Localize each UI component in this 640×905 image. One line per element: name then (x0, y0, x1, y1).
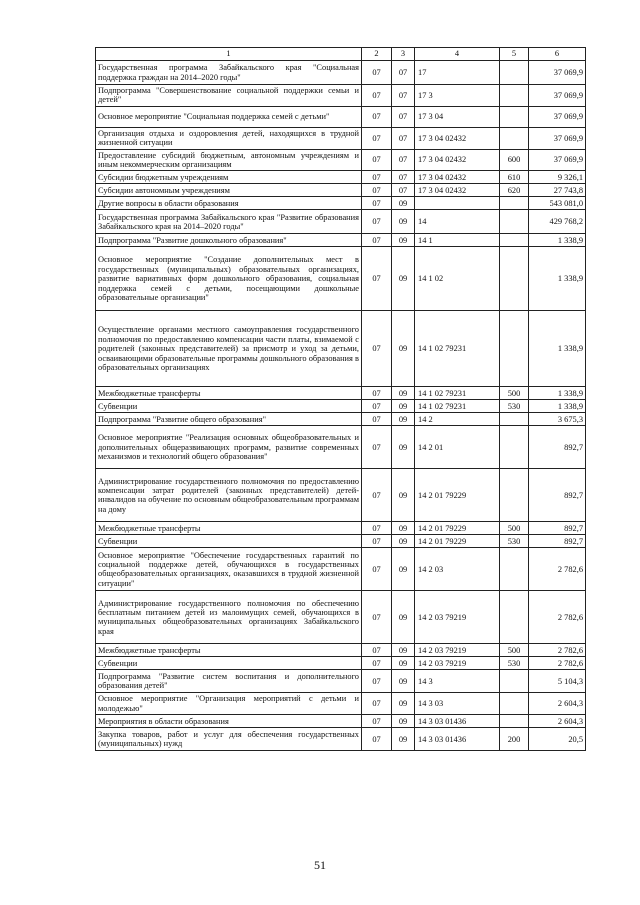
row-expense-type: 530 (500, 535, 529, 548)
row-expense-type (500, 670, 529, 693)
row-section: 07 (362, 184, 392, 197)
row-target-code: 14 2 03 79219 (415, 657, 500, 670)
row-subsection: 09 (392, 426, 415, 469)
column-number: 3 (392, 48, 415, 61)
row-name: Подпрограмма "Развитие систем воспитания и дополнительного образования детей" (96, 670, 362, 693)
row-section: 07 (362, 387, 392, 400)
column-number: 5 (500, 48, 529, 61)
table-row (96, 728, 586, 751)
row-target-code: 14 2 01 79229 (415, 535, 500, 548)
table-row (96, 184, 586, 197)
row-target-code: 17 3 04 02432 (415, 171, 500, 184)
table-row (96, 387, 586, 400)
row-name: Подпрограмма "Совершенствование социальной поддержки семьи и детей" (96, 85, 362, 107)
row-section: 07 (362, 197, 392, 210)
row-expense-type: 500 (500, 522, 529, 535)
row-name: Администрирование государственного полномочия по предоставлению компенсации затрат родителей (законных представителей) детей-инвалидов на обучение по основным общеобразовательным программам на дому (96, 469, 362, 522)
row-section: 07 (362, 85, 392, 107)
column-number: 1 (96, 48, 362, 61)
row-section: 07 (362, 693, 392, 715)
row-amount: 20,5 (529, 728, 586, 751)
row-expense-type (500, 693, 529, 715)
row-expense-type: 530 (500, 657, 529, 670)
row-name: Субвенции (96, 535, 362, 548)
row-expense-type (500, 247, 529, 311)
row-amount: 37 069,9 (529, 106, 586, 127)
row-expense-type (500, 106, 529, 127)
page-number: 51 (314, 858, 326, 872)
table-row (96, 61, 586, 85)
table-row (96, 210, 586, 234)
row-expense-type: 530 (500, 400, 529, 413)
row-amount: 3 675,3 (529, 413, 586, 426)
row-subsection: 09 (392, 522, 415, 535)
row-name: Межбюджетные трансферты (96, 387, 362, 400)
row-subsection: 09 (392, 693, 415, 715)
row-section: 07 (362, 657, 392, 670)
row-name: Основное мероприятие "Реализация основных общеобразовательных и дополнительных общеразвивающих программ, развитие современных механизмов и технологий общего образования" (96, 426, 362, 469)
row-expense-type (500, 426, 529, 469)
row-expense-type (500, 127, 529, 149)
row-subsection: 09 (392, 591, 415, 644)
row-section: 07 (362, 149, 392, 171)
row-target-code: 17 3 04 02432 (415, 149, 500, 171)
row-target-code: 14 2 01 79229 (415, 522, 500, 535)
table-row (96, 591, 586, 644)
row-target-code: 14 1 02 (415, 247, 500, 311)
row-subsection: 07 (392, 127, 415, 149)
row-name: Субвенции (96, 400, 362, 413)
row-subsection: 09 (392, 210, 415, 234)
row-subsection: 09 (392, 387, 415, 400)
row-target-code: 17 3 (415, 85, 500, 107)
row-amount: 37 069,9 (529, 61, 586, 85)
row-expense-type: 200 (500, 728, 529, 751)
row-amount: 892,7 (529, 426, 586, 469)
row-subsection: 09 (392, 670, 415, 693)
table-row (96, 400, 586, 413)
row-section: 07 (362, 548, 392, 591)
row-amount: 27 743,8 (529, 184, 586, 197)
row-subsection: 09 (392, 657, 415, 670)
row-amount: 2 782,6 (529, 548, 586, 591)
row-expense-type (500, 210, 529, 234)
row-name: Субсидии автономным учреждениям (96, 184, 362, 197)
row-target-code: 14 2 03 79219 (415, 644, 500, 657)
row-name: Основное мероприятие "Организация мероприятий с детьми и молодежью" (96, 693, 362, 715)
row-target-code: 17 3 04 (415, 106, 500, 127)
row-name: Подпрограмма "Развитие общего образования" (96, 413, 362, 426)
column-number: 2 (362, 48, 392, 61)
row-name: Основное мероприятие "Обеспечение государственных гарантий по социальной поддержке детей, обучающихся в государственных общеобразовательных организациях, оказавшихся в трудной жизненной ситуации" (96, 548, 362, 591)
row-section: 07 (362, 644, 392, 657)
row-section: 07 (362, 670, 392, 693)
row-name: Субвенции (96, 657, 362, 670)
table-body (96, 48, 586, 751)
row-amount: 1 338,9 (529, 387, 586, 400)
row-section: 07 (362, 413, 392, 426)
row-subsection: 09 (392, 197, 415, 210)
row-name: Межбюджетные трансферты (96, 522, 362, 535)
table-row (96, 234, 586, 247)
row-subsection: 09 (392, 400, 415, 413)
row-section: 07 (362, 171, 392, 184)
row-amount: 37 069,9 (529, 149, 586, 171)
row-expense-type: 500 (500, 644, 529, 657)
row-name: Администрирование государственного полномочия по обеспечению бесплатным питанием детей из малоимущих семей, обучающихся в муниципальных общеобразовательных организациях Забайкальского края (96, 591, 362, 644)
row-section: 07 (362, 106, 392, 127)
row-section: 07 (362, 728, 392, 751)
table-row (96, 535, 586, 548)
row-subsection: 09 (392, 247, 415, 311)
table-row (96, 127, 586, 149)
row-amount: 9 326,1 (529, 171, 586, 184)
row-subsection: 07 (392, 61, 415, 85)
row-target-code: 14 2 03 79219 (415, 591, 500, 644)
row-subsection: 09 (392, 535, 415, 548)
row-section: 07 (362, 127, 392, 149)
row-name: Закупка товаров, работ и услуг для обеспечения государственных (муниципальных) нужд (96, 728, 362, 751)
row-section: 07 (362, 522, 392, 535)
row-name: Другие вопросы в области образования (96, 197, 362, 210)
row-subsection: 09 (392, 644, 415, 657)
row-name: Организация отдыха и оздоровления детей, находящихся в трудной жизненной ситуации (96, 127, 362, 149)
row-section: 07 (362, 426, 392, 469)
row-subsection: 07 (392, 106, 415, 127)
row-name: Осуществление органами местного самоуправления государственного полномочия по предоставлению компенсации части платы, взимаемой с родителей (законных представителей) за присмотр и уход за детьми, осваивающими образовательные программы дошкольного образования в образовательных организациях (96, 311, 362, 387)
row-amount: 2 782,6 (529, 644, 586, 657)
budget-table-container (95, 47, 585, 751)
row-target-code: 14 1 (415, 234, 500, 247)
row-amount: 37 069,9 (529, 85, 586, 107)
column-number: 4 (415, 48, 500, 61)
row-section: 07 (362, 210, 392, 234)
row-expense-type (500, 469, 529, 522)
table-row (96, 657, 586, 670)
table-row (96, 644, 586, 657)
row-subsection: 09 (392, 413, 415, 426)
row-section: 07 (362, 247, 392, 311)
row-target-code: 14 3 03 (415, 693, 500, 715)
row-section: 07 (362, 234, 392, 247)
row-name: Государственная программа Забайкальского края "Развитие образования Забайкальского края на 2014–2020 годы" (96, 210, 362, 234)
row-expense-type (500, 715, 529, 728)
row-amount: 1 338,9 (529, 247, 586, 311)
table-row (96, 693, 586, 715)
row-target-code: 14 2 (415, 413, 500, 426)
row-target-code: 14 3 03 01436 (415, 715, 500, 728)
row-target-code: 17 3 04 02432 (415, 127, 500, 149)
row-amount: 2 782,6 (529, 591, 586, 644)
row-subsection: 09 (392, 715, 415, 728)
table-row (96, 171, 586, 184)
row-amount: 429 768,2 (529, 210, 586, 234)
row-expense-type (500, 197, 529, 210)
table-row (96, 426, 586, 469)
row-subsection: 09 (392, 469, 415, 522)
row-target-code: 17 3 04 02432 (415, 184, 500, 197)
row-subsection: 09 (392, 728, 415, 751)
row-subsection: 07 (392, 85, 415, 107)
row-amount: 37 069,9 (529, 127, 586, 149)
row-section: 07 (362, 469, 392, 522)
row-name: Основное мероприятие "Социальная поддержка семей с детьми" (96, 106, 362, 127)
row-expense-type: 600 (500, 149, 529, 171)
row-target-code: 14 2 03 (415, 548, 500, 591)
table-row (96, 311, 586, 387)
row-section: 07 (362, 591, 392, 644)
row-expense-type (500, 413, 529, 426)
table-row (96, 106, 586, 127)
row-target-code: 14 2 01 79229 (415, 469, 500, 522)
budget-table (95, 47, 586, 751)
table-row (96, 715, 586, 728)
row-name: Межбюджетные трансферты (96, 644, 362, 657)
table-row (96, 149, 586, 171)
row-subsection: 07 (392, 149, 415, 171)
table-row (96, 670, 586, 693)
row-target-code (415, 197, 500, 210)
row-expense-type (500, 548, 529, 591)
row-target-code: 14 3 (415, 670, 500, 693)
row-expense-type (500, 85, 529, 107)
row-target-code: 17 (415, 61, 500, 85)
table-row (96, 548, 586, 591)
row-expense-type (500, 234, 529, 247)
row-name: Предоставление субсидий бюджетным, автономным учреждениям и иным некоммерческим организациям (96, 149, 362, 171)
row-amount: 892,7 (529, 522, 586, 535)
row-section: 07 (362, 311, 392, 387)
row-name: Государственная программа Забайкальского края "Социальная поддержка граждан на 2014–2020 годы" (96, 61, 362, 85)
table-row (96, 413, 586, 426)
row-expense-type: 500 (500, 387, 529, 400)
row-section: 07 (362, 400, 392, 413)
row-target-code: 14 1 02 79231 (415, 400, 500, 413)
row-target-code: 14 (415, 210, 500, 234)
row-target-code: 14 1 02 79231 (415, 387, 500, 400)
row-subsection: 09 (392, 311, 415, 387)
row-name: Субсидии бюджетным учреждениям (96, 171, 362, 184)
column-number: 6 (529, 48, 586, 61)
table-row (96, 85, 586, 107)
column-number-row (96, 48, 586, 61)
row-target-code: 14 2 01 (415, 426, 500, 469)
row-amount: 543 081,0 (529, 197, 586, 210)
row-expense-type (500, 311, 529, 387)
row-section: 07 (362, 535, 392, 548)
table-row (96, 247, 586, 311)
row-expense-type (500, 61, 529, 85)
row-target-code: 14 1 02 79231 (415, 311, 500, 387)
row-amount: 1 338,9 (529, 400, 586, 413)
row-expense-type (500, 591, 529, 644)
row-target-code: 14 3 03 01436 (415, 728, 500, 751)
row-section: 07 (362, 715, 392, 728)
row-expense-type: 610 (500, 171, 529, 184)
row-subsection: 09 (392, 234, 415, 247)
row-name: Основное мероприятие "Создание дополнительных мест в государственных (муниципальных) образовательных организациях, развитие вариативных форм дошкольного образования, социальная поддержка семей с детьми, посещающими дошкольные образовательные организации" (96, 247, 362, 311)
row-amount: 892,7 (529, 535, 586, 548)
row-amount: 1 338,9 (529, 311, 586, 387)
row-amount: 2 604,3 (529, 715, 586, 728)
row-subsection: 09 (392, 548, 415, 591)
row-amount: 892,7 (529, 469, 586, 522)
row-amount: 5 104,3 (529, 670, 586, 693)
table-row (96, 197, 586, 210)
table-row (96, 469, 586, 522)
row-amount: 1 338,9 (529, 234, 586, 247)
row-section: 07 (362, 61, 392, 85)
row-subsection: 07 (392, 171, 415, 184)
row-amount: 2 604,3 (529, 693, 586, 715)
row-name: Подпрограмма "Развитие дошкольного образования" (96, 234, 362, 247)
row-name: Мероприятия в области образования (96, 715, 362, 728)
row-subsection: 07 (392, 184, 415, 197)
row-expense-type: 620 (500, 184, 529, 197)
table-row (96, 522, 586, 535)
row-amount: 2 782,6 (529, 657, 586, 670)
